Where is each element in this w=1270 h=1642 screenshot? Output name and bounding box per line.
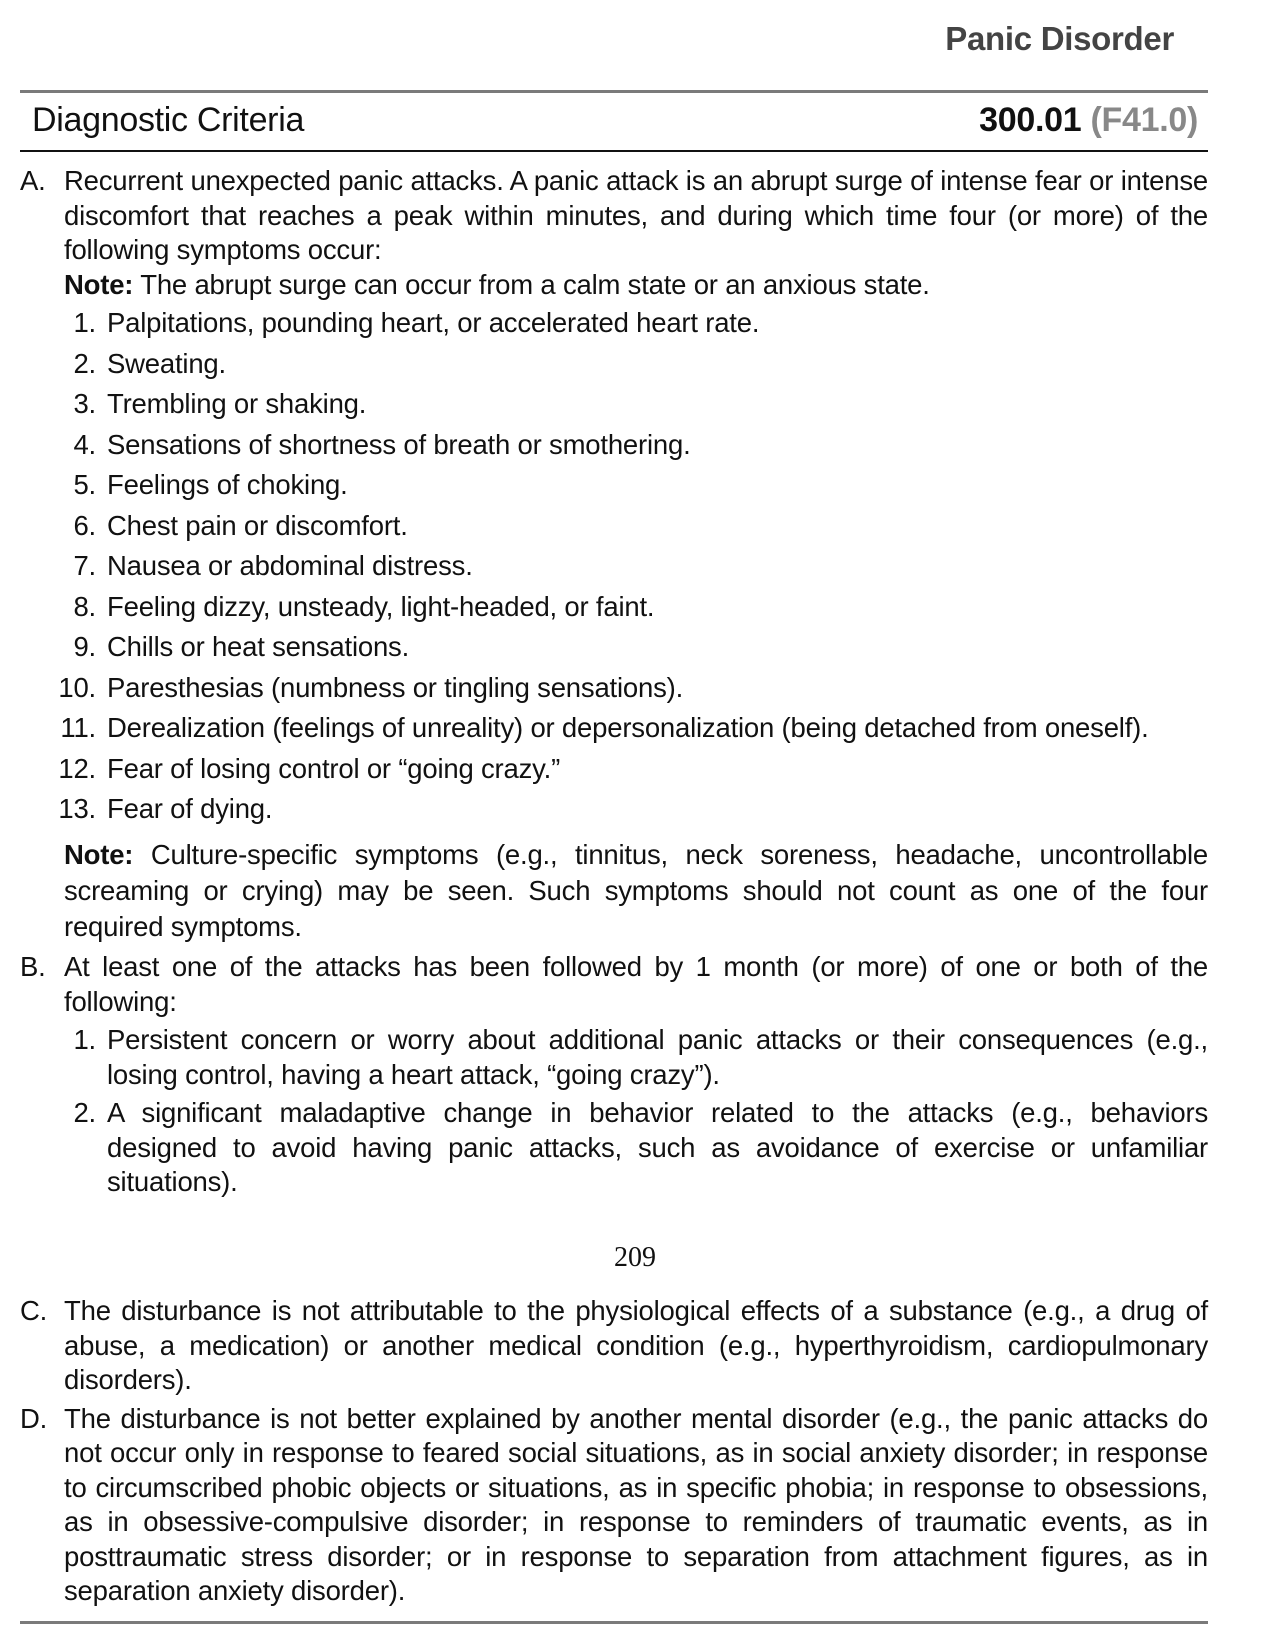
note-text: Culture-specific symptoms (e.g., tinnitus, neck soreness, headache, uncontrollable screaming or crying) may be seen. Such symptoms should not count as one of the four required symptoms. <box>64 838 1208 942</box>
list-item: 4. Sensations of shortness of breath or smothering. <box>73 428 691 460</box>
criterion-letter: C. <box>20 1295 48 1326</box>
list-item: 11. Derealization (feelings of unreality) or depersonalization (being detached from oneself). <box>60 712 1149 743</box>
item-list <box>64 1023 1208 1200</box>
icd9-code: 300.01 <box>979 101 1082 139</box>
list-item: 3. Trembling or shaking. <box>73 388 367 419</box>
running-head: Panic Disorder <box>945 20 1174 57</box>
symptom-list <box>58 306 1208 833</box>
list-item: 9. Chills or heat sensations. <box>73 631 410 662</box>
criterion-text: At least one of the attacks has been followed by 1 month (or more) of one or both of the following: <box>64 951 1208 1017</box>
criteria-header <box>20 97 1208 149</box>
criterion-text: The disturbance is not better explained by another mental disorder (e.g., the panic attacks do not occur only in response to feared social situations, as in social anxiety disorder; in response to circumscribed phobic objects or situations, as in specific phobia; in response to obsessions, as in obsessive-compulsive disorder; in response to reminders of traumatic events, as in posttraumatic stress disorder; or in response to separation from attachment figures, as in separation anxiety disorder). <box>64 1402 1208 1606</box>
note-label: Note: <box>64 268 134 300</box>
criteria-block-c <box>20 1294 1208 1609</box>
criterion-c <box>20 1294 1208 1398</box>
list-item: 12. Fear of losing control or “going crazy.” <box>58 752 561 784</box>
list-item: 13. Fear of dying. <box>58 793 273 824</box>
criterion-text: The disturbance is not attributable to the physiological effects of a substance (e.g., a drug of abuse, a medication) or another medical condition (e.g., hyperthyroidism, cardiopulmonary disorders). <box>64 1295 1208 1395</box>
criteria-block-b <box>20 950 1208 1200</box>
page-number: 209 <box>614 1242 656 1273</box>
bottom-rule <box>20 1621 1208 1624</box>
list-item: 2. Sweating. <box>73 347 226 379</box>
list-item: 1. Palpitations, pounding heart, or accelerated heart rate. <box>73 307 760 338</box>
criterion-letter: B. <box>20 951 46 982</box>
culture-note <box>64 837 1208 945</box>
diagnostic-code <box>979 101 1198 140</box>
list-item: 2. A significant maladaptive change in behavior related to the attacks (e.g., behaviors designed to avoid having panic attacks, such as avoidance of exercise or unfamiliar situations). <box>73 1097 1208 1197</box>
list-item: 5. Feelings of choking. <box>73 469 348 500</box>
criterion-letter: A. <box>20 165 46 196</box>
top-rule <box>20 90 1208 93</box>
list-item: 6. Chest pain or discomfort. <box>73 509 408 541</box>
note-text: The abrupt surge can occur from a calm state or an anxious state. <box>133 268 930 300</box>
criteria-title: Diagnostic Criteria <box>32 101 305 139</box>
note-label: Note: <box>64 838 134 870</box>
note <box>64 268 1208 303</box>
criterion-b <box>20 950 1208 1200</box>
criteria-block-a <box>20 164 1208 945</box>
list-item: 7. Nausea or abdominal distress. <box>73 550 473 581</box>
criterion-a <box>20 164 1208 945</box>
list-item: 10. Paresthesias (numbness or tingling sensations). <box>58 671 684 703</box>
list-item: 1. Persistent concern or worry about additional panic attacks or their consequences (e.g., losing control, having a heart attack, “going crazy”). <box>73 1024 1208 1090</box>
criterion-text: Recurrent unexpected panic attacks. A panic attack is an abrupt surge of intense fear or intense discomfort that reaches a peak within minutes, and during which time four (or more) of the following symptoms occur: <box>64 165 1208 265</box>
criterion-d <box>20 1402 1208 1609</box>
icd10-code: (F41.0) <box>1090 101 1198 139</box>
list-item: 8. Feeling dizzy, unsteady, light-headed, or faint. <box>73 590 655 622</box>
header-underline <box>20 150 1208 152</box>
criterion-letter: D. <box>20 1402 48 1434</box>
